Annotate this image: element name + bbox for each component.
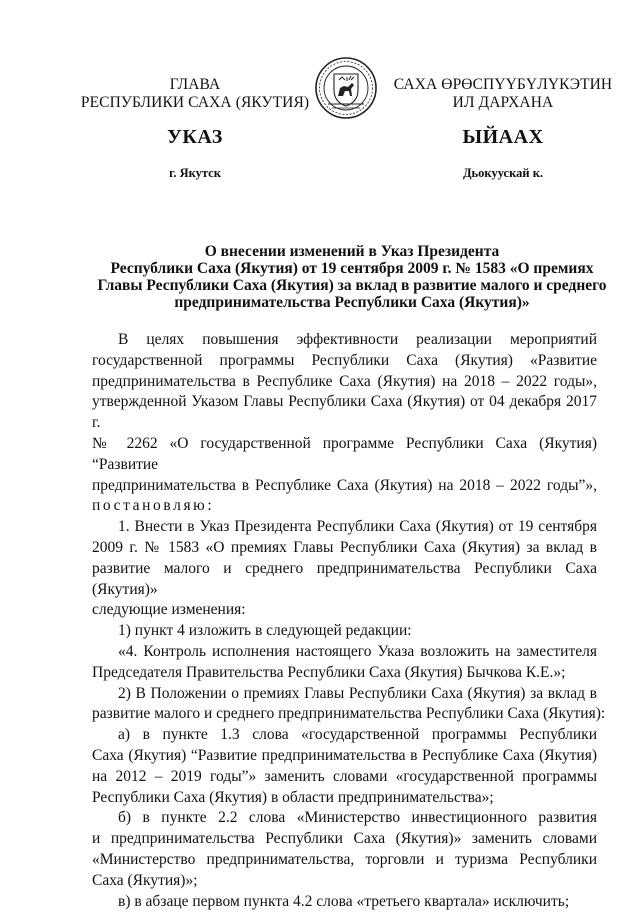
ukaz-right: ЫЙААХ: [462, 126, 544, 148]
body-line: Саха (Якутия)»;: [92, 871, 198, 889]
body-line: государственной программы Республики Саха (Якутия) «Развитие: [92, 351, 597, 369]
header-left: [80, 76, 310, 112]
body-line: следующие изменения:: [92, 601, 246, 619]
postanovlyayu: постановляю:: [92, 497, 215, 515]
city-right: Дьокуускай к.: [462, 166, 544, 180]
header-left-line1: ГЛАВА: [169, 76, 221, 93]
header-left-line2: РЕСПУБЛИКИ САХА (ЯКУТИЯ): [80, 94, 310, 111]
document-title: [92, 243, 612, 311]
document-body: [92, 330, 606, 912]
body-line: утвержденной Указом Главы Республики Саха (Якутия) от 04 декабря 2017 г.: [92, 393, 597, 432]
body-line: № 2262 «О государственной программе Республики Саха (Якутия) “Развитие: [92, 434, 597, 473]
body-line: Председателя Правительства Республики Саха (Якутия) Бычкова К.Е.»;: [92, 663, 566, 681]
body-line: б) в пункте 2.2 слова «Министерство инвестиционного развития: [118, 809, 597, 827]
body-line: Республики Саха (Якутия) в области предпринимательства»;: [92, 788, 494, 806]
ukaz-left: УКАЗ: [167, 126, 223, 148]
title-line1: О внесении изменений в Указ Президента: [204, 243, 500, 260]
body-line: 1) пункт 4 изложить в следующей редакции:: [118, 622, 412, 640]
body-line: а) в пункте 1.3 слова «государственной программы Республики: [118, 726, 597, 744]
city-left: г. Якутск: [169, 166, 221, 180]
body-line: и предпринимательства Республики Саха (Якутия)» заменить словами: [92, 830, 597, 848]
body-line: на 2012 – 2019 годы”» заменить словами «государственной программы: [92, 767, 597, 785]
title-line4: предпринимательства Республики Саха (Якутия)»: [174, 294, 530, 311]
body-line: «4. Контроль исполнения настоящего Указа возложить на заместителя: [118, 642, 597, 660]
body-line: «Министерство предпринимательства, торговли и туризма Республики: [92, 850, 597, 868]
title-line2: Республики Саха (Якутия) от 19 сентября 2009 г. № 1583 «О премиях: [110, 260, 594, 277]
body-line: 2) В Положении о премиях Главы Республики Саха (Якутия) за вклад в: [118, 684, 597, 702]
coat-of-arms-icon: [314, 56, 378, 120]
title-line3: Главы Республики Саха (Якутия) за вклад в развитие малого и среднего: [97, 277, 607, 294]
body-line: развитие малого и среднего предпринимательства Республики Саха (Якутия):: [92, 705, 606, 723]
body-line: Саха (Якутия) “Развитие предпринимательства в Республике Саха (Якутия): [92, 746, 597, 764]
body-line: В целях повышения эффективности реализации мероприятий: [118, 331, 597, 348]
header-right-line1: САХА ӨРӨСПҮҮБҮЛҮКЭТИН: [393, 76, 613, 93]
body-line: 2009 г. № 1583 «О премиях Главы Республики Саха (Якутия) за вклад в: [92, 538, 597, 556]
body-line: 1. Внести в Указ Президента Республики Саха (Якутия) от 19 сентября: [118, 518, 597, 536]
body-line: в) в абзаце первом пункта 4.2 слова «третьего квартала» исключить;: [118, 892, 570, 910]
body-line: развитие малого и среднего предпринимательства Республики Саха (Якутия)»: [92, 559, 597, 598]
header-right-line2: ИЛ ДАРХАНА: [452, 94, 554, 111]
body-line: предпринимательства в Республике Саха (Якутия) на 2018 – 2022 годы»,: [92, 372, 597, 390]
body-line: предпринимательства в Республике Саха (Якутия) на 2018 – 2022 годы”»,: [92, 476, 597, 494]
header-right: [388, 76, 618, 112]
